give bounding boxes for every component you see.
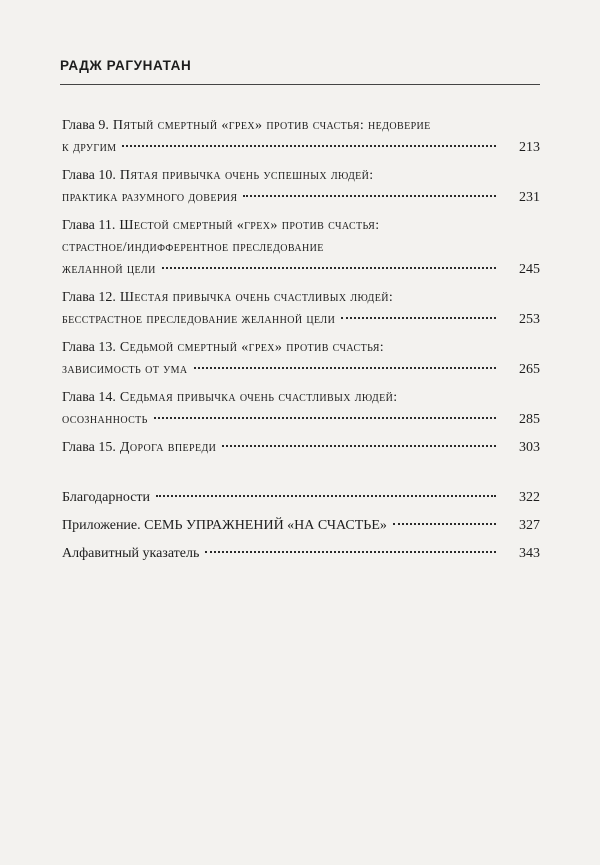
page-number: 322 xyxy=(519,490,540,505)
chapter-title-line: практика разумного доверия xyxy=(62,190,238,205)
header-rule xyxy=(60,84,540,85)
chapter-label: Глава 9. xyxy=(62,118,109,133)
toc-entry-appendix[interactable] xyxy=(62,515,540,537)
page-number: 231 xyxy=(519,190,540,205)
chapter-label: Глава 15. xyxy=(62,440,116,455)
chapter-title-line: Седьмой смертный «грех» против счастья: xyxy=(119,340,385,355)
chapter-label: Глава 13. xyxy=(62,340,116,355)
chapter-title-line: к другим xyxy=(62,140,117,155)
chapter-label: Глава 10. xyxy=(62,168,116,183)
toc-entry-chapter-13[interactable] xyxy=(62,337,540,381)
toc-entry-acknowledgements[interactable] xyxy=(62,487,540,509)
chapter-title-line: Дорога впереди xyxy=(119,440,217,455)
chapter-title-line: желанной цели xyxy=(62,262,156,277)
dot-leader xyxy=(122,144,496,147)
dot-leader xyxy=(341,316,496,319)
page-number: 213 xyxy=(519,140,540,155)
toc-entry-chapter-10[interactable] xyxy=(62,165,540,209)
dot-leader xyxy=(194,366,497,369)
running-header: РАДЖ РАГУНАТАН xyxy=(60,58,192,73)
page-number: 245 xyxy=(519,262,540,277)
chapter-label: Глава 12. xyxy=(62,290,116,305)
page-number: 265 xyxy=(519,362,540,377)
toc-entry-index[interactable] xyxy=(62,543,540,565)
page-number: 285 xyxy=(519,412,540,427)
dot-leader xyxy=(154,416,496,419)
dot-leader xyxy=(222,444,496,447)
chapter-title-line: Шестая привычка очень счастливых людей: xyxy=(119,290,394,305)
table-of-contents xyxy=(62,115,540,571)
chapter-title-line: осознанность xyxy=(62,412,148,427)
chapter-label: Глава 11. xyxy=(62,218,116,233)
chapter-title-line: Пятый смертный «грех» против счастья: недоверие xyxy=(112,118,431,133)
toc-entry-chapter-11[interactable] xyxy=(62,215,540,281)
entry-title: Алфавитный указатель xyxy=(62,546,200,561)
page-number: 303 xyxy=(519,440,540,455)
page-number: 253 xyxy=(519,312,540,327)
toc-entry-chapter-14[interactable] xyxy=(62,387,540,431)
toc-entry-chapter-9[interactable] xyxy=(62,115,540,159)
chapter-title-line: Седьмая привычка очень счастливых людей: xyxy=(119,390,398,405)
entry-title: Благодарности xyxy=(62,490,151,505)
page-number: 327 xyxy=(519,518,540,533)
dot-leader xyxy=(205,550,496,553)
chapter-title-line: Шестой смертный «грех» против счастья: xyxy=(119,218,380,233)
chapter-title-line: бесстрастное преследование желанной цели xyxy=(62,312,336,327)
dot-leader xyxy=(162,266,496,269)
toc-entry-chapter-15[interactable] xyxy=(62,437,540,459)
dot-leader xyxy=(393,522,496,525)
chapter-title-line: страстное/индифферентное преследование xyxy=(62,240,324,255)
dot-leader xyxy=(156,494,496,497)
dot-leader xyxy=(243,194,496,197)
entry-title: Приложение. СЕМЬ УПРАЖНЕНИЙ «НА СЧАСТЬЕ» xyxy=(62,518,387,533)
chapter-title-line: Пятая привычка очень успешных людей: xyxy=(119,168,374,183)
chapter-label: Глава 14. xyxy=(62,390,116,405)
toc-entry-chapter-12[interactable] xyxy=(62,287,540,331)
page-number: 343 xyxy=(519,546,540,561)
chapter-title-line: зависимость от ума xyxy=(62,362,188,377)
